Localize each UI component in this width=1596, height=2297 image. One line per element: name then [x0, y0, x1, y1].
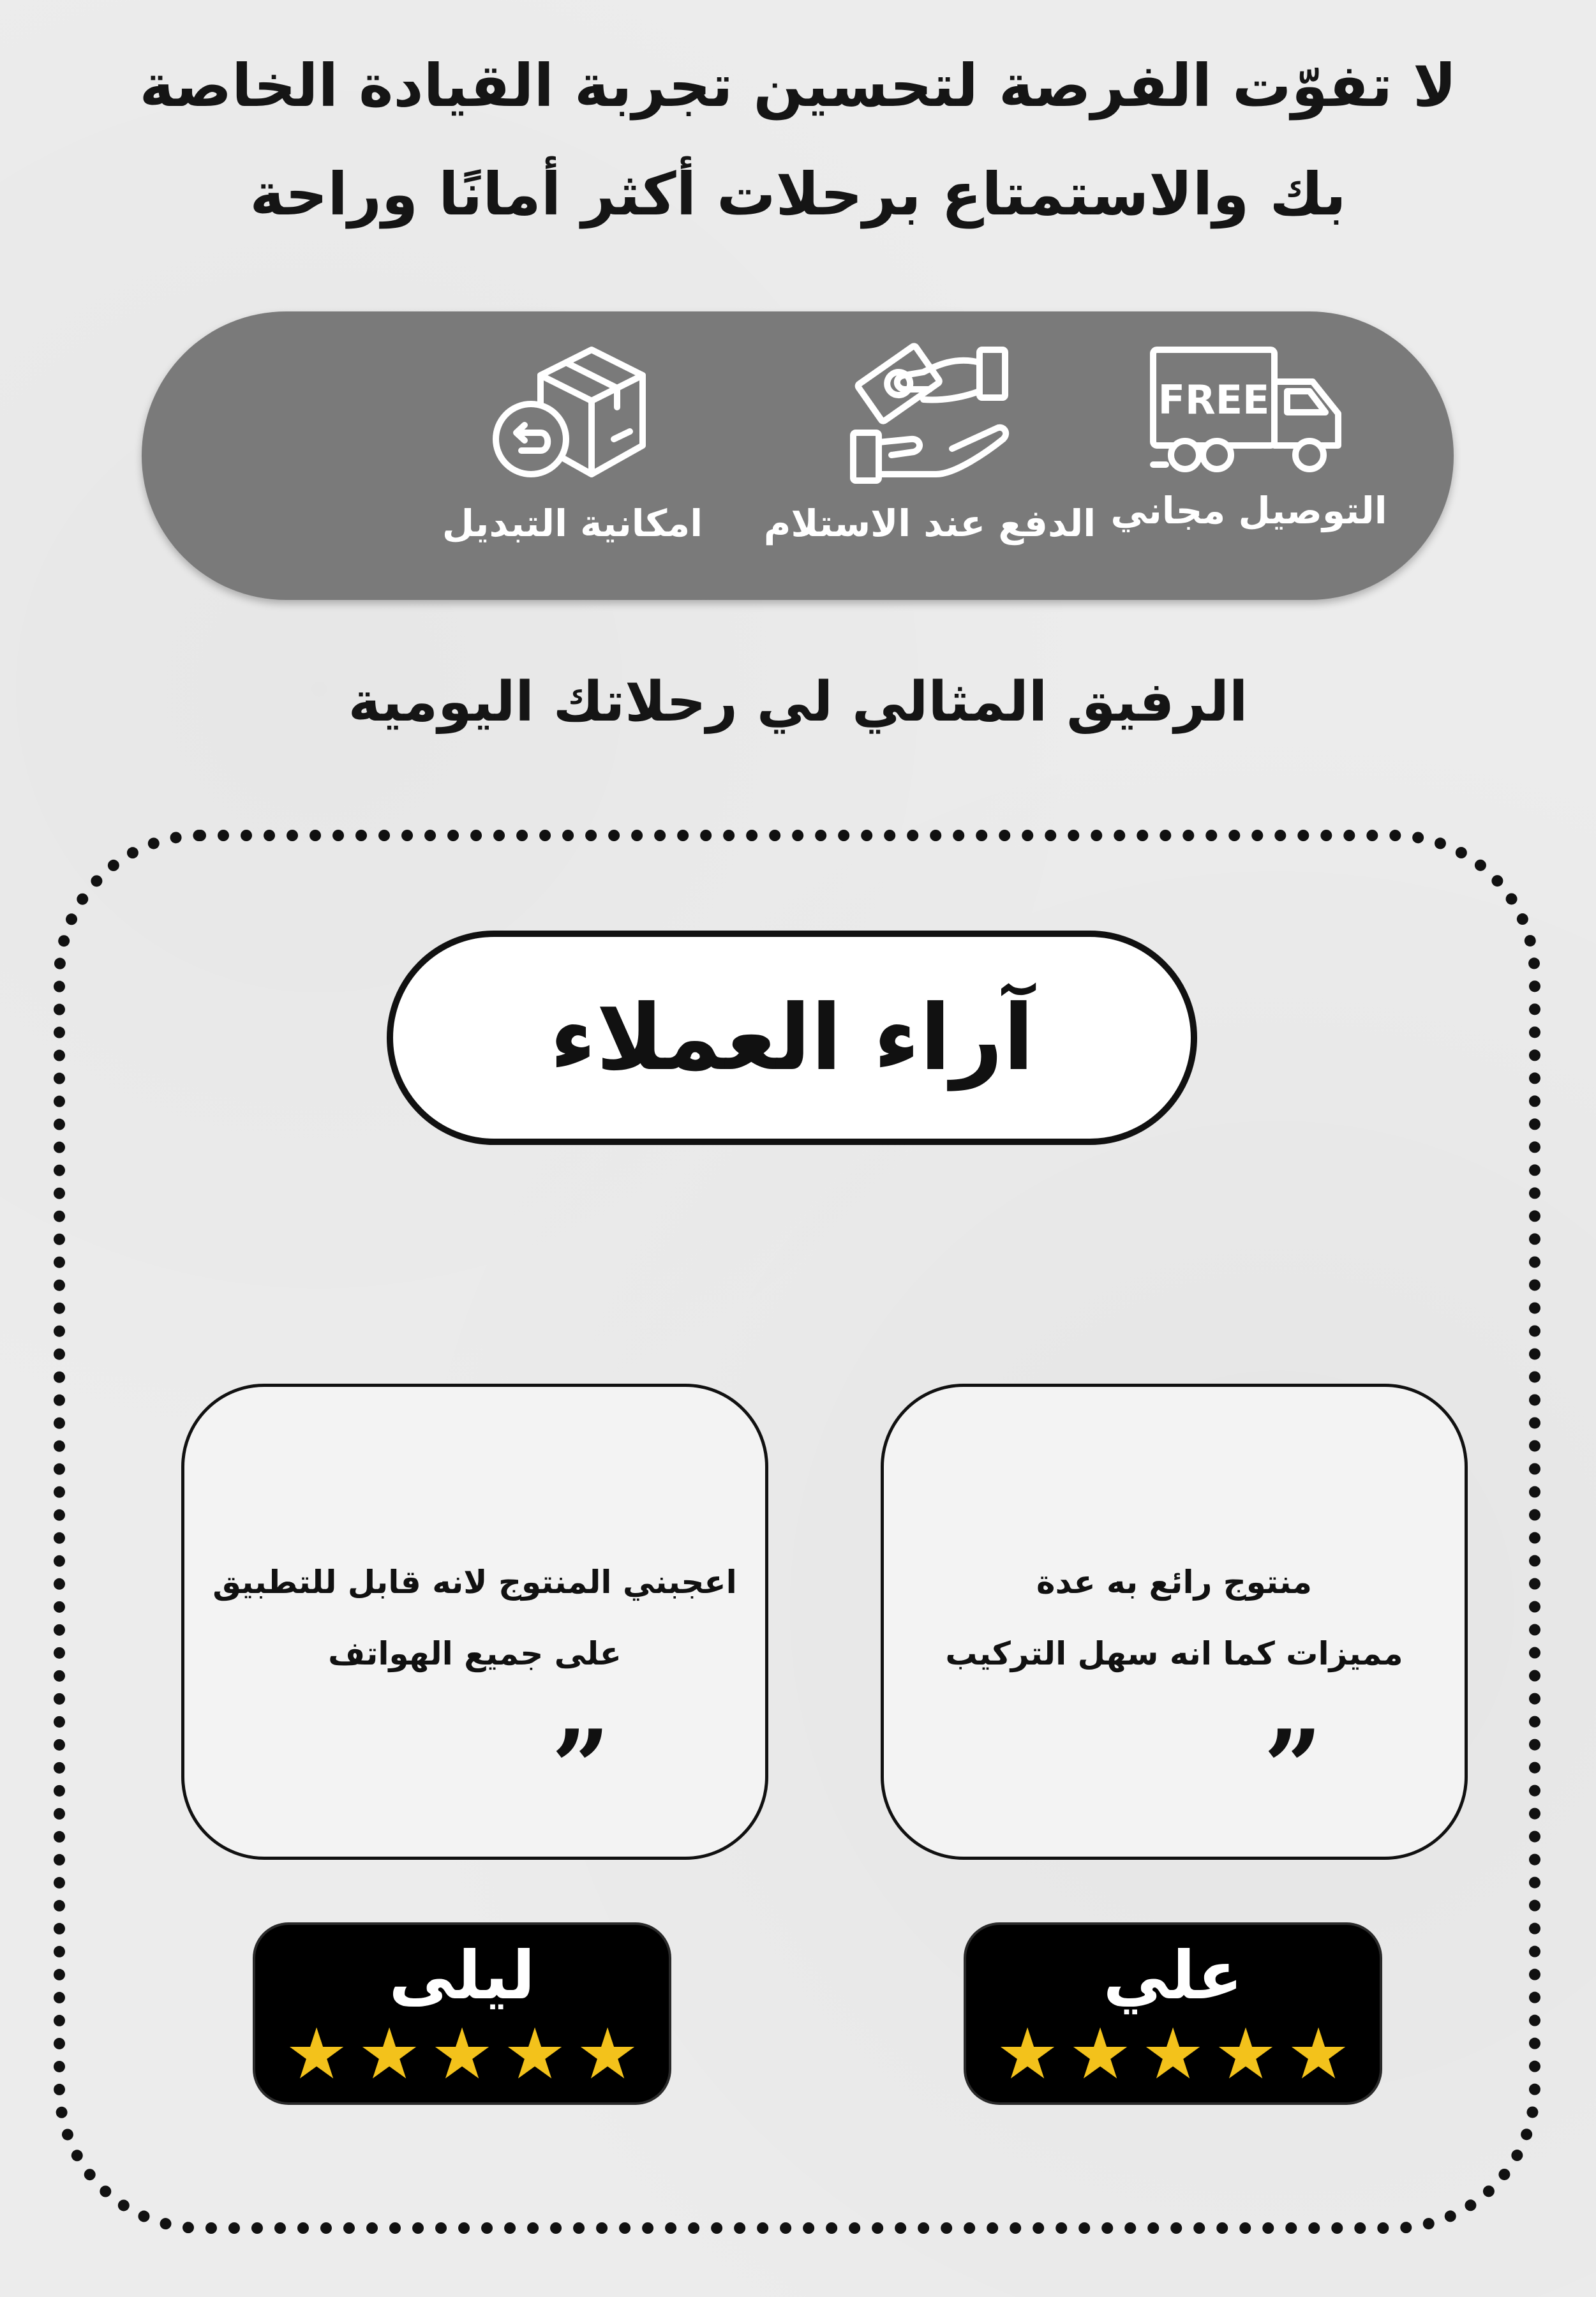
- star-icon: ★: [1068, 2013, 1132, 2095]
- review-text-line-2: مميزات كما انه سهل التركيب: [945, 1635, 1403, 1672]
- headline-line-1: لا تفوّت الفرصة لتحسين تجربة القيادة الخاصة: [139, 52, 1457, 120]
- star-rating: [981, 2013, 1364, 2095]
- star-icon: ★: [430, 2013, 494, 2095]
- reviews-title: آراء العملاء: [387, 931, 1197, 1145]
- review-card-ali: [881, 1384, 1468, 1860]
- star-icon: ★: [1141, 2013, 1205, 2095]
- reviewer-badge-layla: [255, 1925, 669, 2102]
- feature-label: التوصيل مجاني: [1110, 489, 1387, 532]
- review-text-line-2: على جميع الهواتف: [328, 1635, 622, 1672]
- free-delivery-truck-icon: [1147, 337, 1351, 477]
- free-icon-text: FREE: [1158, 377, 1270, 423]
- star-rating: [271, 2013, 653, 2095]
- star-icon: ★: [1214, 2013, 1278, 2095]
- star-icon: ★: [996, 2013, 1059, 2095]
- reviewer-badge-ali: [966, 1925, 1380, 2102]
- review-text: [210, 1546, 740, 1689]
- review-card-layla: [181, 1384, 768, 1860]
- star-icon: ★: [576, 2013, 639, 2095]
- headline: [128, 32, 1468, 249]
- feature-label: امكانية التبديل: [442, 502, 703, 545]
- features-bar: [142, 311, 1454, 600]
- feature-exchange: [394, 337, 751, 580]
- star-icon: ★: [357, 2013, 421, 2095]
- feature-cash-on-delivery: [751, 337, 1108, 580]
- quote-icon: ”: [551, 1707, 611, 1827]
- feature-free-delivery: [1070, 337, 1428, 580]
- feature-label: الدفع عند الاستلام: [763, 502, 1096, 545]
- cash-on-delivery-hand-icon: [840, 337, 1019, 490]
- star-icon: ★: [285, 2013, 348, 2095]
- star-icon: ★: [503, 2013, 567, 2095]
- quote-icon: ”: [1264, 1707, 1323, 1827]
- headline-line-2: بك والاستمتاع برحلات أكثر أمانًا وراحة: [250, 160, 1346, 228]
- star-icon: ★: [1286, 2013, 1350, 2095]
- subtitle: الرفيق المثالي لي رحلاتك اليومية: [348, 670, 1248, 734]
- review-text: [909, 1546, 1439, 1689]
- reviewer-name: ليلى: [389, 1936, 535, 2014]
- review-text-line-1: منتوج رائع به عدة: [1036, 1564, 1312, 1601]
- box-return-icon: [483, 337, 662, 490]
- review-text-line-1: اعجبني المنتوج لانه قابل للتطبيق: [213, 1564, 737, 1601]
- reviewer-name: علي: [1103, 1936, 1243, 2014]
